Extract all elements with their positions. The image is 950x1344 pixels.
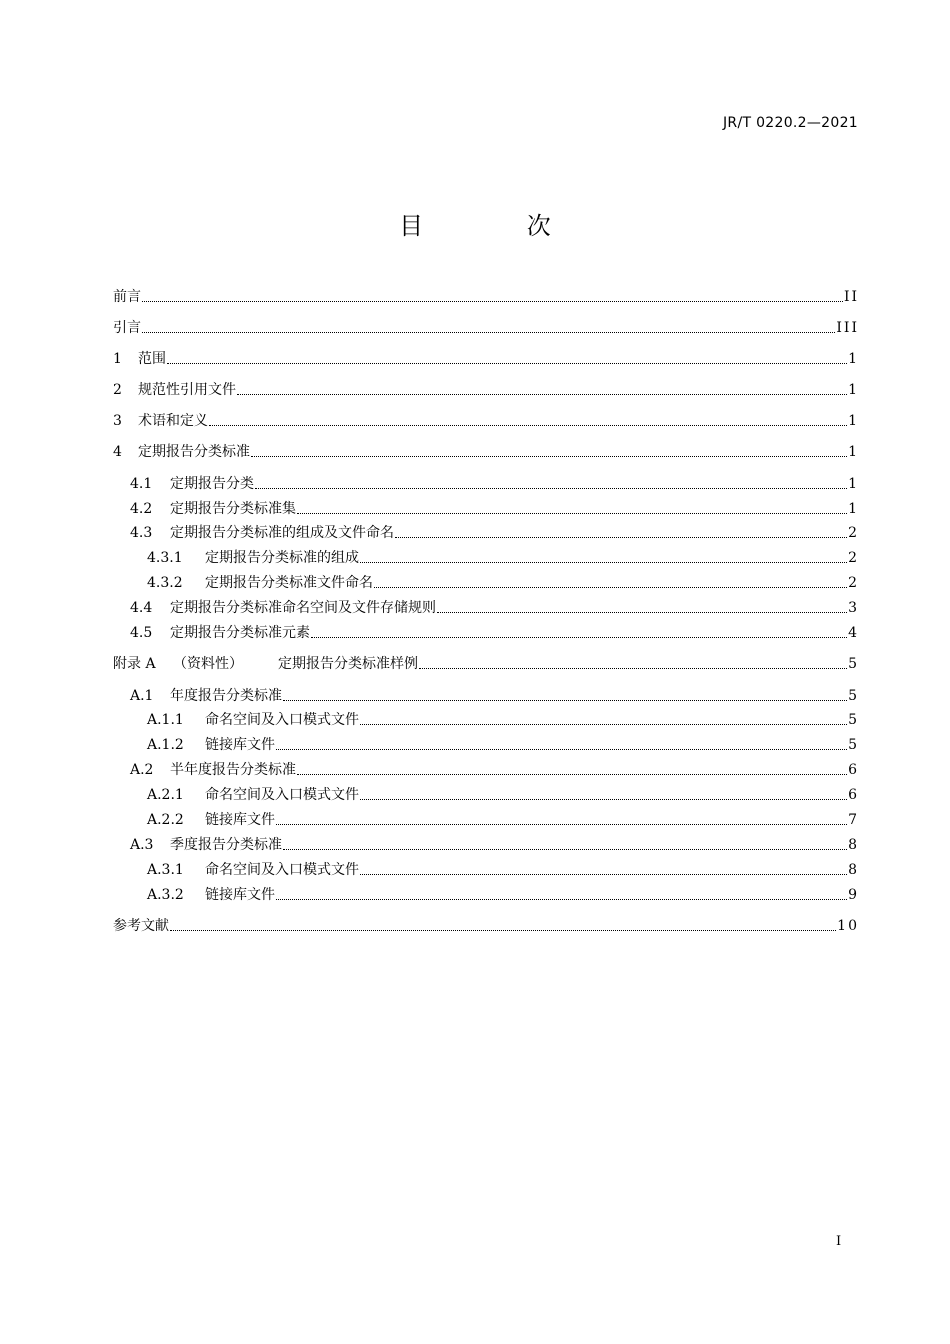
toc-entry-introduction[interactable] (113, 318, 859, 338)
toc-entry-page: II (843, 289, 859, 305)
toc-entry-label: 半年度报告分类标准 (170, 762, 296, 778)
toc-entry-page: 4 (848, 625, 859, 641)
toc-entry-page: 7 (848, 812, 859, 828)
leader-dots (251, 456, 847, 457)
toc-entry-page: 6 (848, 762, 859, 778)
leader-dots (167, 363, 847, 364)
toc-entry-label: 定期报告分类标准命名空间及文件存储规则 (170, 600, 436, 616)
toc-entry-a-3-2[interactable] (147, 885, 859, 905)
leader-dots (395, 537, 847, 538)
toc-entry-number: 附录 A (113, 656, 156, 672)
toc-entry-4-1[interactable] (130, 474, 859, 494)
toc-entry-4-3-1[interactable] (147, 548, 859, 568)
toc-entry-bibliography[interactable] (113, 916, 859, 936)
toc-entry-page: 1 (848, 476, 859, 492)
toc-entry-number: 4.2 (130, 501, 153, 517)
toc-entry-page: 8 (848, 837, 859, 853)
leader-dots (283, 700, 847, 701)
toc-entry-number: 4.3.2 (147, 575, 183, 591)
toc-entry-label: 参考文献 (113, 918, 169, 934)
toc-entry-page: 10 (837, 918, 859, 934)
toc-entry-number: 4.1 (130, 476, 153, 492)
toc-entry-number: A.3.2 (147, 887, 184, 903)
leader-dots (360, 562, 847, 563)
toc-entry-page: 2 (848, 525, 859, 541)
table-of-contents (113, 0, 859, 1344)
toc-title: 目 次 (399, 212, 599, 240)
toc-entry-page: 1 (848, 444, 859, 460)
toc-entry-label: 规范性引用文件 (138, 382, 236, 398)
toc-entry-page: 6 (848, 787, 859, 803)
toc-entry-label: 链接库文件 (205, 737, 275, 753)
toc-entry-number: 4.3 (130, 525, 153, 541)
toc-entry-3[interactable] (113, 411, 859, 431)
toc-entry-number: 2 (113, 382, 122, 398)
leader-dots (276, 899, 847, 900)
toc-entry-label: 链接库文件 (205, 887, 275, 903)
leader-dots (142, 332, 835, 333)
toc-entry-4-5[interactable] (130, 623, 859, 643)
toc-entry-page: 1 (848, 382, 859, 398)
toc-entry-a-1[interactable] (130, 686, 859, 706)
toc-entry-label: 前言 (113, 289, 141, 305)
toc-entry-number: A.1.2 (147, 737, 184, 753)
leader-dots (209, 425, 847, 426)
leader-dots (283, 849, 847, 850)
leader-dots (237, 394, 847, 395)
toc-entry-page: 1 (848, 501, 859, 517)
toc-entry-number: 4 (113, 444, 122, 460)
toc-entry-a-1-2[interactable] (147, 735, 859, 755)
appendix-type-tag: （资料性） (173, 656, 243, 672)
toc-entry-number: 3 (113, 413, 122, 429)
toc-entry-label: 命名空间及入口模式文件 (205, 712, 359, 728)
toc-entry-label: 定期报告分类标准的组成及文件命名 (170, 525, 394, 541)
toc-entry-a-3-1[interactable] (147, 860, 859, 880)
toc-entry-a-2[interactable] (130, 760, 859, 780)
toc-entry-label: 命名空间及入口模式文件 (205, 787, 359, 803)
toc-entry-page: 3 (848, 600, 859, 616)
leader-dots (419, 668, 847, 669)
toc-entry-label: 定期报告分类标准 (138, 444, 250, 460)
toc-entry-label: 定期报告分类标准文件命名 (205, 575, 373, 591)
toc-entry-page: III (836, 320, 859, 336)
toc-entry-page: 9 (848, 887, 859, 903)
leader-dots (170, 930, 836, 931)
toc-entry-label: 命名空间及入口模式文件 (205, 862, 359, 878)
toc-entry-a-1-1[interactable] (147, 710, 859, 730)
toc-entry-label: 范围 (138, 351, 166, 367)
toc-entry-label: 定期报告分类标准集 (170, 501, 296, 517)
leader-dots (374, 587, 847, 588)
toc-entry-page: 5 (848, 656, 859, 672)
toc-entry-number: A.2.1 (147, 787, 184, 803)
toc-entry-number: 1 (113, 351, 122, 367)
leader-dots (255, 488, 847, 489)
toc-entry-label: 定期报告分类标准样例 (278, 656, 418, 672)
toc-entry-label: 定期报告分类标准元素 (170, 625, 310, 641)
toc-entry-a-2-1[interactable] (147, 785, 859, 805)
toc-entry-label: 定期报告分类标准的组成 (205, 550, 359, 566)
toc-entry-page: 8 (848, 862, 859, 878)
toc-entry-page: 2 (848, 575, 859, 591)
toc-entry-page: 1 (848, 351, 859, 367)
toc-entry-number: 4.4 (130, 600, 153, 616)
leader-dots (297, 513, 847, 514)
leader-dots (276, 824, 847, 825)
leader-dots (360, 724, 847, 725)
toc-entry-number: 4.5 (130, 625, 153, 641)
leader-dots (437, 612, 847, 613)
leader-dots (360, 874, 847, 875)
leader-dots (297, 774, 847, 775)
toc-entry-appendix-a[interactable] (113, 654, 859, 674)
toc-entry-number: A.2 (130, 762, 154, 778)
leader-dots (311, 637, 847, 638)
toc-entry-page: 2 (848, 550, 859, 566)
toc-entry-label: 链接库文件 (205, 812, 275, 828)
toc-entry-4-4[interactable] (130, 598, 859, 618)
toc-entry-page: 5 (848, 712, 859, 728)
toc-entry-label: 季度报告分类标准 (170, 837, 282, 853)
toc-entry-a-2-2[interactable] (147, 810, 859, 830)
toc-entry-a-3[interactable] (130, 835, 859, 855)
toc-entry-page: 5 (848, 737, 859, 753)
page-number: I (836, 1234, 842, 1249)
toc-entry-label: 引言 (113, 320, 141, 336)
toc-entry-page: 1 (848, 413, 859, 429)
toc-entry-number: A.2.2 (147, 812, 184, 828)
leader-dots (360, 799, 847, 800)
leader-dots (142, 301, 843, 302)
toc-entry-number: 4.3.1 (147, 550, 183, 566)
toc-entry-page: 5 (848, 688, 859, 704)
toc-entry-label: 定期报告分类 (170, 476, 254, 492)
toc-entry-label: 术语和定义 (138, 413, 208, 429)
document-code: JR/T 0220.2—2021 (723, 115, 858, 131)
toc-entry-4-3-2[interactable] (147, 573, 859, 593)
toc-entry-number: A.1.1 (147, 712, 184, 728)
toc-entry-number: A.3.1 (147, 862, 184, 878)
toc-entry-foreword[interactable] (113, 287, 859, 307)
toc-entry-4-2[interactable] (130, 499, 859, 519)
toc-entry-4[interactable] (113, 442, 859, 462)
leader-dots (276, 749, 847, 750)
toc-entry-2[interactable] (113, 380, 859, 400)
toc-entry-4-3[interactable] (130, 523, 859, 543)
toc-entry-label: 年度报告分类标准 (170, 688, 282, 704)
toc-entry-number: A.1 (130, 688, 154, 704)
toc-entry-number: A.3 (130, 837, 154, 853)
toc-entry-1[interactable] (113, 349, 859, 369)
